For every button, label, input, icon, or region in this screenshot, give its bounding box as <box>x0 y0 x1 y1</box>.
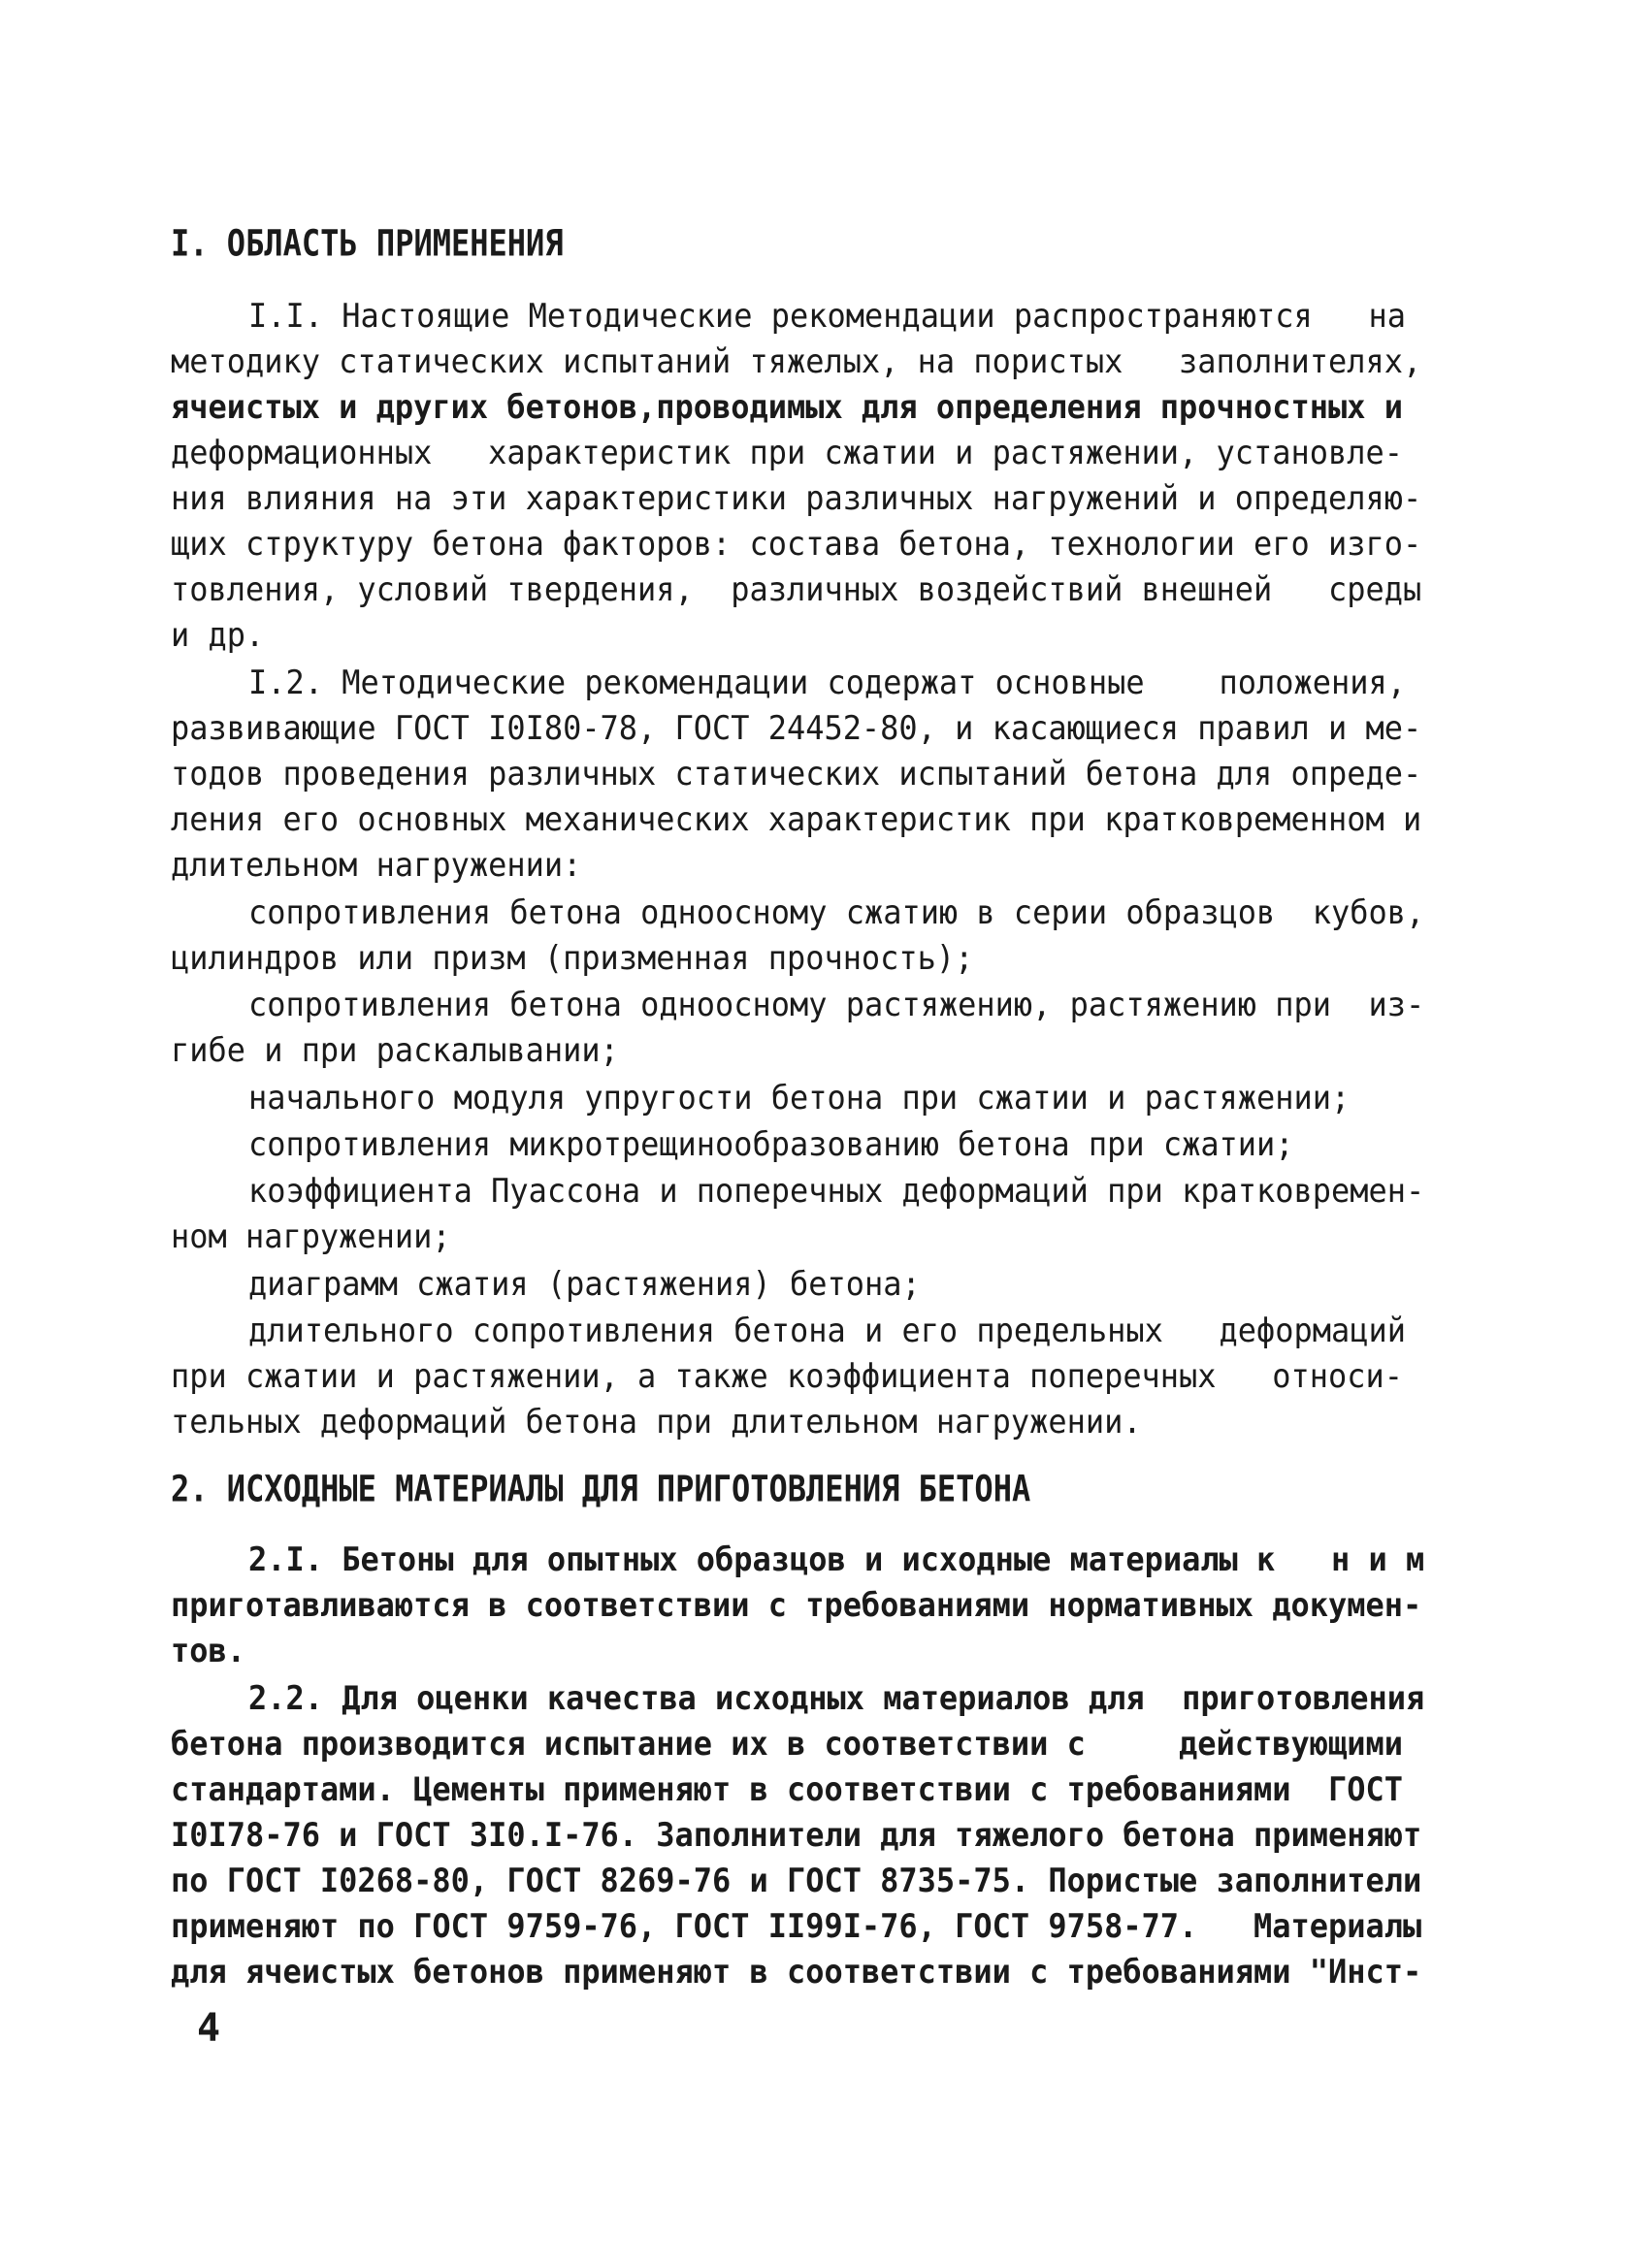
paragraph-line: 2.2. Для оценки качества исходных материалов для приготовления <box>248 1679 1425 1718</box>
paragraph-line: I.2. Методические рекомендации содержат основные положения, <box>248 664 1406 702</box>
list-item-line: сопротивления бетона одноосному растяжению, растяжению при из- <box>248 986 1425 1024</box>
paragraph-line: развивающие ГОСТ I0I80-78, ГОСТ 24452-80, и касающиеся правил и ме- <box>171 709 1422 748</box>
list-item-line: диаграмм сжатия (растяжения) бетона; <box>248 1265 921 1304</box>
list-item-line: тельных деформаций бетона при длительном нагружении. <box>171 1403 1142 1442</box>
paragraph-line: тодов проведения различных статических испытаний бетона для опреде- <box>171 755 1422 794</box>
list-item-line: гибе и при раскалывании; <box>171 1031 619 1070</box>
paragraph-line: приготавливаются в соответствии с требованиями нормативных докумен- <box>171 1586 1422 1625</box>
list-item-line: при сжатии и растяжении, а также коэффициента поперечных относи- <box>171 1357 1403 1396</box>
paragraph-line: для ячеистых бетонов применяют в соответствии с требованиями "Инст- <box>171 1953 1422 1992</box>
paragraph-line: бетона производится испытание их в соответствии с действующими <box>171 1725 1403 1764</box>
list-item-line: начального модуля упругости бетона при сжатии и растяжении; <box>248 1079 1351 1118</box>
paragraph-line: I.I. Настоящие Методические рекомендации распространяются на <box>248 297 1406 336</box>
paragraph-line: I0I78-76 и ГОСТ 3I0.I-76. Заполнители для тяжелого бетона применяют <box>171 1816 1422 1855</box>
page-number: 4 <box>197 2006 221 2051</box>
list-item-line: цилиндров или призм (призменная прочность); <box>171 939 974 978</box>
list-item-line: ном нагружении; <box>171 1217 451 1256</box>
paragraph-line: 2.I. Бетоны для опытных образцов и исходные материалы к н и м <box>248 1540 1425 1579</box>
paragraph-line: товления, условий твердения, различных воздействий внешней среды <box>171 570 1422 609</box>
paragraph-line: щих структуру бетона факторов: состава бетона, технологии его изго- <box>171 525 1422 564</box>
paragraph-line: применяют по ГОСТ 9759-76, ГОСТ II99I-76, ГОСТ 9758-77. Материалы <box>171 1907 1422 1946</box>
paragraph-line: деформационных характеристик при сжатии и растяжении, установле- <box>171 434 1403 472</box>
paragraph-line: методику статических испытаний тяжелых, на пористых заполнителях, <box>171 342 1422 381</box>
paragraph-line: тов. <box>171 1632 245 1670</box>
paragraph-line: ячеистых и других бетонов,проводимых для определения прочностных и <box>171 388 1403 427</box>
paragraph-line: ления его основных механических характеристик при кратковременном и <box>171 800 1422 839</box>
paragraph-line: ния влияния на эти характеристики различных нагружений и определяю- <box>171 479 1422 518</box>
list-item-line: сопротивления бетона одноосному сжатию в серии образцов кубов, <box>248 893 1425 932</box>
paragraph-line: по ГОСТ I0268-80, ГОСТ 8269-76 и ГОСТ 8735-75. Пористые заполнители <box>171 1862 1422 1900</box>
list-item-line: коэффициента Пуассона и поперечных деформаций при кратковремен- <box>248 1172 1425 1211</box>
paragraph-line: и др. <box>171 616 265 655</box>
list-item-line: сопротивления микротрещинообразованию бетона при сжатии; <box>248 1125 1294 1164</box>
paragraph-line: стандартами. Цементы применяют в соответствии с требованиями ГОСТ <box>171 1770 1403 1809</box>
list-item-line: длительного сопротивления бетона и его предельных деформаций <box>248 1312 1406 1350</box>
section-1-heading: I. ОБЛАСТЬ ПРИМЕНЕНИЯ <box>171 221 564 265</box>
section-2-heading: 2. ИСХОДНЫЕ МАТЕРИАЛЫ ДЛЯ ПРИГОТОВЛЕНИЯ БЕТОНА <box>171 1467 1031 1510</box>
paragraph-line: длительном нагружении: <box>171 846 582 885</box>
